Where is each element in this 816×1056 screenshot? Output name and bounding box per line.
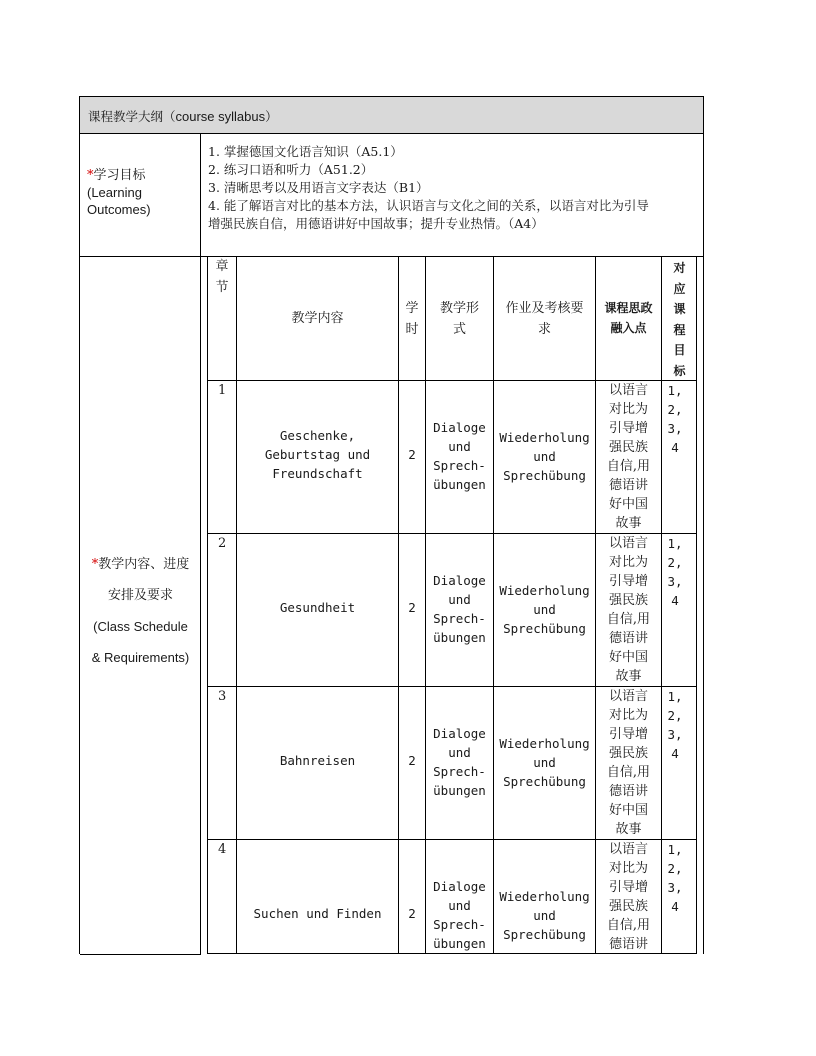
course-objectives-line: 1, [667, 689, 683, 704]
assessment-line: Sprechübung [503, 468, 586, 483]
assessment [494, 887, 595, 944]
teaching-form [426, 571, 493, 647]
ideology-point-line: 好中国 [608, 803, 648, 818]
course-objectives [662, 534, 688, 610]
course-objectives-line: 4 [671, 746, 679, 761]
assessment-line: Wiederholung [499, 736, 590, 751]
learning-outcomes-label-cn: 学习目标 [93, 168, 146, 183]
ideology-point-line: 自信,用 [606, 459, 651, 474]
ideology-point-line: 故事 [615, 822, 642, 837]
header-content: 教学内容 [291, 311, 344, 326]
lesson-content [237, 904, 398, 923]
learning-outcome-item: 4. 能了解语言对比的基本方法，认识语言与文化之间的关系，以语言对比为引导 [208, 198, 649, 213]
teaching-form [426, 724, 493, 800]
assessment-line: und [533, 602, 556, 617]
teaching-form [426, 418, 493, 494]
header-objectives-char: 对 [673, 261, 686, 275]
header-objectives-char: 目 [673, 343, 686, 357]
ideology-point-line: 以语言 [608, 536, 648, 551]
teaching-form-line: Sprech- [433, 458, 486, 473]
header-assessment [494, 298, 595, 340]
header-objectives-char: 程 [673, 322, 686, 337]
ideology-point [596, 840, 661, 954]
course-objectives-line: 2, [667, 555, 683, 570]
header-ideology-line: 融入点 [610, 321, 647, 335]
header-chapter-char: 章 [215, 259, 229, 274]
course-objectives-line: 2, [667, 861, 683, 876]
lesson-hours: 2 [408, 906, 416, 921]
schedule-label [80, 257, 201, 955]
ideology-point-line: 自信,用 [606, 918, 651, 933]
ideology-point-line: 引导增 [608, 880, 648, 895]
course-objectives-line: 1, [667, 383, 683, 398]
header-hours-char: 时 [405, 322, 419, 337]
teaching-form-line: und [448, 898, 471, 913]
assessment-line: Wiederholung [499, 889, 590, 904]
ideology-point-line: 自信,用 [606, 612, 651, 627]
ideology-point [596, 534, 661, 686]
course-objectives [662, 687, 688, 763]
required-star: * [91, 557, 99, 572]
header-objectives-char: 应 [673, 281, 686, 296]
header-hours [399, 298, 425, 340]
learning-outcome-item: 1. 掌握德国文化语言知识（A5.1） [208, 144, 403, 159]
ideology-point-line: 德语讲 [608, 478, 648, 493]
ideology-point-line: 引导增 [608, 421, 648, 436]
teaching-form-line: und [448, 592, 471, 607]
syllabus-title-cn: 课程教学大纲（ [88, 109, 176, 124]
teaching-form-line: Sprech- [433, 764, 486, 779]
lesson-content-line: Gesundheit [279, 600, 356, 615]
lesson-content-line: Bahnreisen [279, 753, 356, 768]
teaching-form-line: und [448, 439, 471, 454]
ideology-point-line: 故事 [615, 669, 642, 684]
ideology-point-line: 德语讲 [608, 784, 648, 799]
assessment [494, 734, 595, 791]
chapter-number: 4 [218, 842, 227, 857]
lesson-content [237, 598, 398, 617]
assessment-line: Sprechübung [503, 621, 586, 636]
ideology-point-line: 以语言 [608, 842, 648, 857]
teaching-form-line: übungen [433, 936, 486, 951]
schedule-label-line1: 教学内容、进度 [98, 557, 190, 572]
assessment-line: Wiederholung [499, 583, 590, 598]
ideology-point-line: 强民族 [608, 440, 648, 455]
course-objectives-line: 3, [667, 727, 683, 742]
teaching-form [426, 877, 493, 953]
course-objectives-line: 4 [671, 440, 679, 455]
header-form-line: 式 [452, 322, 466, 337]
assessment-line: Sprechübung [503, 774, 586, 789]
assessment-line: und [533, 755, 556, 770]
ideology-point-line: 引导增 [608, 574, 648, 589]
required-star: * [87, 168, 94, 183]
course-objectives-line: 4 [671, 899, 679, 914]
schedule-label-line3: (Class Schedule [93, 619, 188, 634]
course-objectives [662, 840, 688, 916]
course-objectives-line: 1, [667, 842, 683, 857]
lesson-hours: 2 [408, 753, 416, 768]
learning-outcomes-label [80, 134, 201, 257]
teaching-form-line: übungen [433, 477, 486, 492]
chapter-number: 3 [218, 689, 227, 704]
lesson-hours: 2 [408, 447, 416, 462]
lesson-content-line: Freundschaft [272, 466, 363, 481]
header-chapter-char: 节 [215, 280, 229, 295]
ideology-point-line: 强民族 [608, 593, 648, 608]
ideology-point [596, 687, 661, 839]
schedule-label-line2: 安排及要求 [107, 588, 173, 603]
syllabus-title-en: course syllabus [175, 109, 266, 124]
teaching-form-line: übungen [433, 630, 486, 645]
assessment-line: Wiederholung [499, 430, 590, 445]
ideology-point-line: 对比为 [608, 402, 648, 417]
assessment [494, 428, 595, 485]
lesson-content [237, 426, 398, 483]
chapter-number: 2 [218, 536, 227, 551]
teaching-form-line: übungen [433, 783, 486, 798]
assessment-line: und [533, 908, 556, 923]
header-ideology-line: 课程思政 [604, 301, 653, 315]
ideology-point [596, 381, 661, 533]
header-hours-char: 学 [405, 301, 419, 316]
ideology-point-line: 德语讲 [608, 937, 648, 952]
course-objectives-line: 3, [667, 574, 683, 589]
ideology-point-line: 好中国 [608, 650, 648, 665]
header-ideology [596, 298, 661, 338]
learning-outcomes-label-en-1: (Learning [87, 185, 142, 200]
teaching-form-line: Dialoge [433, 879, 486, 894]
schedule-label-line4: & Requirements) [91, 650, 190, 665]
header-assessment-line: 求 [537, 322, 551, 337]
chapter-number: 1 [218, 383, 227, 398]
course-objectives [662, 381, 688, 457]
ideology-point-line: 对比为 [608, 708, 648, 723]
course-objectives-line: 1, [667, 536, 683, 551]
learning-outcomes-list [201, 134, 703, 257]
course-objectives-line: 3, [667, 880, 683, 895]
learning-outcome-item: 2. 练习口语和听力（A51.2） [208, 162, 374, 177]
header-assessment-line: 作业及考核要 [505, 301, 584, 316]
teaching-form-line: Dialoge [433, 573, 486, 588]
course-objectives-line: 3, [667, 421, 683, 436]
ideology-point-line: 德语讲 [608, 631, 648, 646]
teaching-form-line: und [448, 745, 471, 760]
course-objectives-line: 2, [667, 402, 683, 417]
ideology-point-line: 以语言 [608, 383, 648, 398]
ideology-point-line: 故事 [615, 516, 642, 531]
header-chapter [208, 256, 236, 298]
ideology-point-line: 好中国 [608, 497, 648, 512]
assessment [494, 581, 595, 638]
learning-outcomes-label-en-2: Outcomes) [87, 202, 151, 217]
lesson-content [237, 751, 398, 770]
header-objectives [662, 258, 697, 381]
syllabus-title [80, 97, 703, 134]
assessment-line: Sprechübung [503, 927, 586, 942]
lesson-content-line: Suchen und Finden [253, 906, 382, 921]
teaching-form-line: Sprech- [433, 611, 486, 626]
lesson-hours: 2 [408, 600, 416, 615]
teaching-form-line: Dialoge [433, 420, 486, 435]
course-objectives-line: 4 [671, 593, 679, 608]
teaching-form-line: Dialoge [433, 726, 486, 741]
assessment-line: und [533, 449, 556, 464]
header-objectives-char: 课 [673, 302, 686, 316]
ideology-point-line: 自信,用 [606, 765, 651, 780]
ideology-point-line: 引导增 [608, 727, 648, 742]
lesson-content-line: Geburtstag und [264, 447, 371, 462]
schedule-table [207, 256, 697, 954]
ideology-point-line: 对比为 [608, 555, 648, 570]
header-form [426, 298, 493, 340]
lesson-content-line: Geschenke, [279, 428, 356, 443]
ideology-point-line: 强民族 [608, 746, 648, 761]
ideology-point-line: 以语言 [608, 689, 648, 704]
learning-outcome-item: 3. 清晰思考以及用语言文字表达（B1） [208, 180, 429, 195]
ideology-point-line: 强民族 [608, 899, 648, 914]
header-objectives-char: 标 [673, 363, 686, 378]
header-form-line: 教学形 [439, 301, 479, 316]
learning-outcome-item: 增强民族自信，用德语讲好中国故事；提升专业热情。（A4） [208, 216, 544, 231]
course-objectives-line: 2, [667, 708, 683, 723]
teaching-form-line: Sprech- [433, 917, 486, 932]
ideology-point-line: 对比为 [608, 861, 648, 876]
syllabus-title-close: ） [265, 109, 278, 124]
